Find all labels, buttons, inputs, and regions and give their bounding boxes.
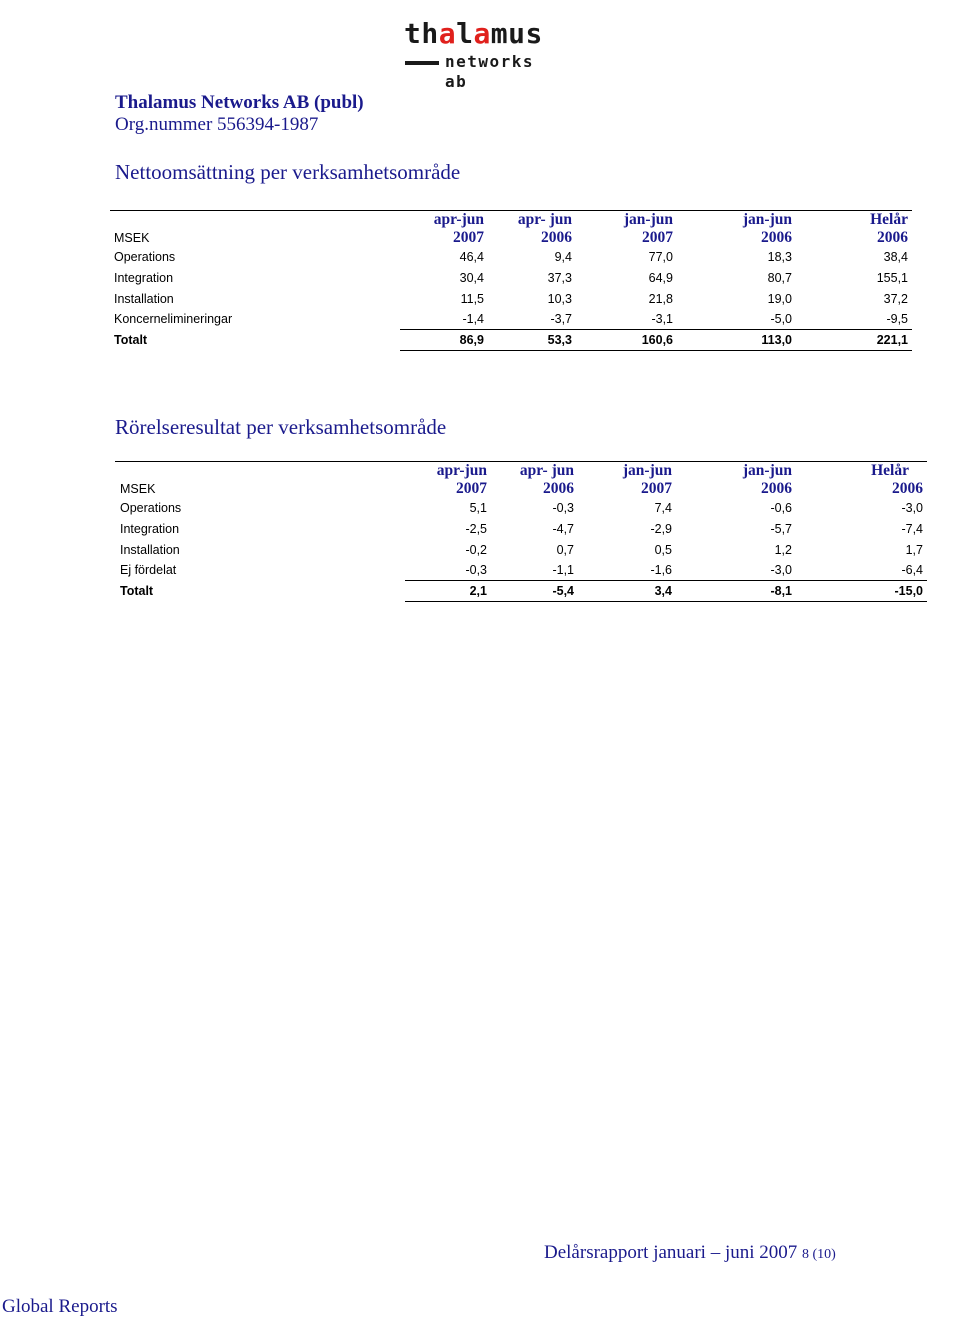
cell-value: 11,5 [460, 291, 484, 306]
cell-value: 1,7 [905, 542, 923, 557]
col-header-year: 2006 [877, 229, 908, 246]
cell-value: 9,4 [554, 250, 572, 265]
msek-header: MSEK [115, 462, 405, 499]
company-name: Thalamus Networks AB (publ) [115, 92, 364, 113]
cell-value: -1,4 [400, 309, 488, 330]
cell-value: -2,5 [465, 522, 487, 537]
cell-value: -3,0 [901, 501, 923, 516]
row-label: Installation [114, 291, 174, 306]
col-header-top: Helår [796, 211, 912, 230]
cell-value: -0,3 [552, 501, 574, 516]
col-header-year: 2006 [892, 480, 923, 497]
row-label: Operations [114, 250, 176, 265]
table-row [110, 247, 912, 268]
col-header-year: 2006 [761, 480, 792, 497]
cell-value: 7,4 [654, 501, 672, 516]
col-header-top: apr- jun [488, 211, 576, 230]
cell-value: 18,3 [767, 250, 792, 265]
col-header-top: jan-jun [578, 462, 676, 481]
cell-value: -8,1 [676, 581, 796, 602]
col-header-top: jan-jun [676, 462, 796, 481]
row-label: Integration [120, 522, 180, 537]
cell-value: 160,6 [576, 330, 677, 351]
cell-value: -3,0 [676, 560, 796, 581]
cell-value: -9,5 [796, 309, 912, 330]
table-row [115, 519, 927, 540]
cell-value: -5,4 [491, 581, 578, 602]
cell-value: -3,7 [488, 309, 576, 330]
cell-value: -7,4 [901, 522, 923, 537]
cell-value: -4,7 [552, 522, 574, 537]
cell-value: 0,7 [556, 542, 574, 557]
row-label: Totalt [114, 333, 148, 348]
row-label: Operations [120, 501, 182, 516]
cell-value: 86,9 [400, 330, 488, 351]
logo-wordmark: thalamus [404, 17, 543, 50]
logo-bar [405, 61, 439, 65]
cell-value: 80,7 [767, 271, 792, 286]
msek-header: MSEK [110, 211, 400, 248]
col-header-top: apr- jun [491, 462, 578, 481]
report-footer [544, 1242, 836, 1266]
col-header-year: 2007 [453, 229, 484, 246]
col-header-year: 2006 [761, 229, 792, 246]
table-row [110, 268, 912, 289]
col-header-year: 2007 [642, 229, 673, 246]
cell-value: -2,9 [650, 522, 672, 537]
table-row [115, 539, 927, 560]
section2-title: Rörelseresultat per verksamhetsområde [115, 415, 447, 439]
cell-value: -1,6 [578, 560, 676, 581]
col-header-top: apr-jun [405, 462, 491, 481]
cell-value: -1,1 [491, 560, 578, 581]
cell-value: 10,3 [547, 291, 572, 306]
table-row [110, 288, 912, 309]
cell-value: 155,1 [876, 271, 908, 286]
cell-value: -15,0 [796, 581, 927, 602]
row-label: Installation [120, 542, 180, 557]
section1-title: Nettoomsättning per verksamhetsområde [115, 160, 461, 184]
total-row [115, 581, 927, 602]
col-header-year: 2007 [456, 480, 487, 497]
cell-value: 46,4 [459, 250, 484, 265]
operating-result-table [115, 461, 927, 602]
cell-value: 37,2 [883, 291, 908, 306]
cell-value: 221,1 [796, 330, 912, 351]
col-header-year: 2006 [543, 480, 574, 497]
cell-value: 2,1 [405, 581, 491, 602]
cell-value: 1,2 [774, 542, 792, 557]
page-number: 8 (10) [802, 1247, 836, 1262]
cell-value: 64,9 [648, 271, 673, 286]
org-number: Org.nummer 556394-1987 [115, 114, 319, 135]
cell-value: 19,0 [767, 291, 792, 306]
row-label: Integration [114, 271, 174, 286]
cell-value: 38,4 [883, 250, 908, 265]
col-header-top: jan-jun [677, 211, 796, 230]
row-label: Totalt [120, 584, 154, 599]
table-row [115, 560, 927, 581]
cell-value: -5,7 [770, 522, 792, 537]
cell-value: 0,5 [654, 542, 672, 557]
logo-subline: networks ab [445, 52, 535, 91]
cell-value: 3,4 [578, 581, 676, 602]
table-row [110, 309, 912, 330]
global-reports-brand: Global Reports [2, 1296, 118, 1317]
cell-value: -0,3 [405, 560, 491, 581]
col-header-top: Helår [796, 462, 927, 481]
row-label: Ej fördelat [120, 563, 177, 578]
total-row [110, 330, 912, 351]
col-header-top: apr-jun [400, 211, 488, 230]
cell-value: 30,4 [459, 271, 484, 286]
row-label: Koncernelimineringar [114, 312, 233, 327]
cell-value: -3,1 [576, 309, 677, 330]
report-title: Delårsrapport januari – juni 2007 [544, 1242, 798, 1263]
cell-value: -5,0 [677, 309, 796, 330]
col-header-year: 2007 [641, 480, 672, 497]
cell-value: 5,1 [469, 501, 487, 516]
cell-value: -0,6 [770, 501, 792, 516]
table-row [115, 498, 927, 519]
cell-value: -0,2 [465, 542, 487, 557]
col-header-top: jan-jun [576, 211, 677, 230]
cell-value: 113,0 [677, 330, 796, 351]
col-header-year: 2006 [541, 229, 572, 246]
revenue-table [110, 210, 912, 351]
cell-value: 53,3 [488, 330, 576, 351]
cell-value: -6,4 [796, 560, 927, 581]
cell-value: 37,3 [547, 271, 572, 286]
cell-value: 21,8 [648, 291, 673, 306]
thalamus-logo [404, 17, 564, 91]
cell-value: 77,0 [648, 250, 673, 265]
